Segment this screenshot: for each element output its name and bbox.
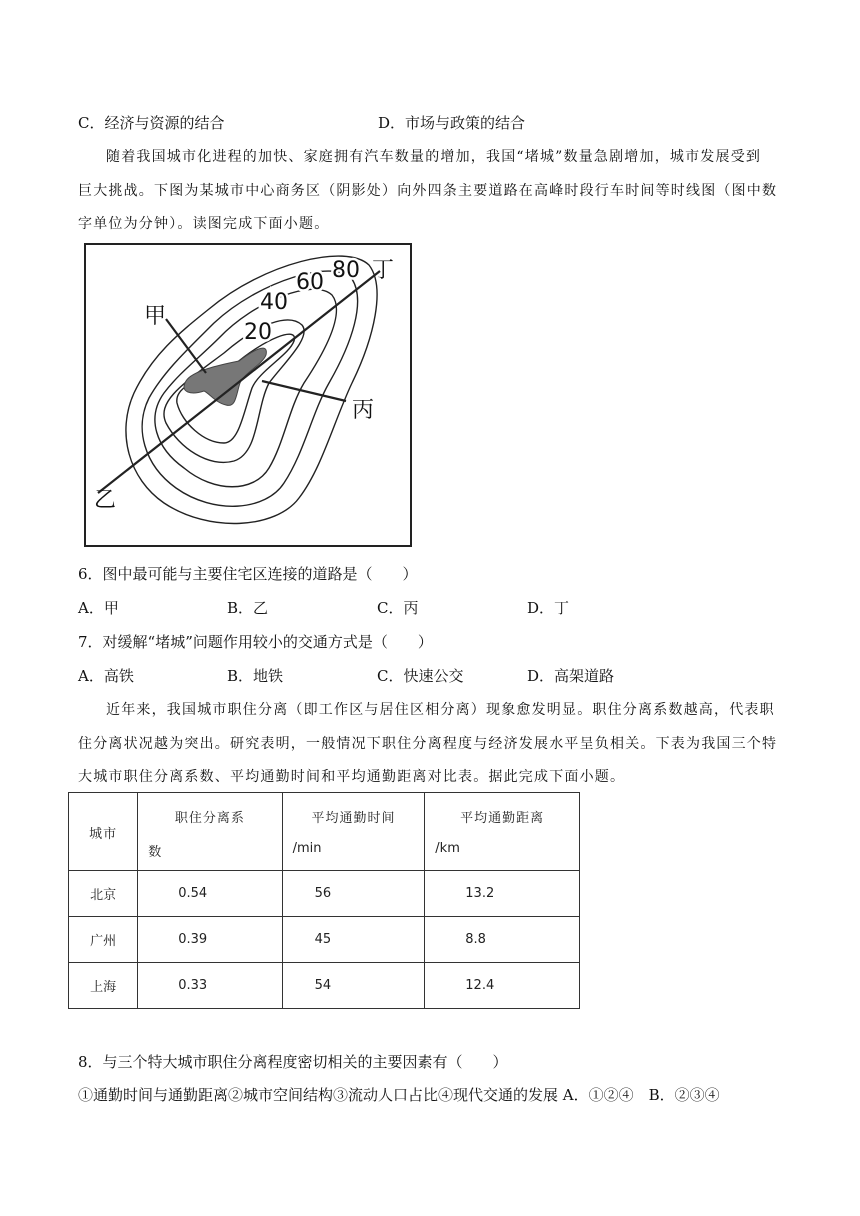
option-d: D．市场与政策的结合 bbox=[378, 114, 526, 132]
passage-1-line-2: 巨大挑战。下图为某城市中心商务区（阴影处）向外四条主要道路在高峰时段行车时间等时线图（图中数 bbox=[78, 183, 778, 199]
q7-option-c: C．快速公交 bbox=[377, 667, 464, 685]
cell-coefficient: 0.39 bbox=[138, 917, 282, 963]
q6-option-a: A．甲 bbox=[78, 599, 119, 617]
cell-coefficient: 0.33 bbox=[138, 963, 282, 1009]
header-commute-time: 平均通勤时间 /min bbox=[282, 793, 425, 871]
passage-2-line-1: 近年来，我国城市职住分离（即工作区与居住区相分离）现象愈发明显。职住分离系数越高，代表职 bbox=[106, 702, 775, 718]
table-header-row bbox=[69, 793, 580, 871]
q7-option-a: A．高铁 bbox=[78, 667, 134, 685]
commute-comparison-table bbox=[68, 792, 580, 1009]
cell-city: 广州 bbox=[69, 917, 138, 963]
passage-2-line-2: 住分离状况越为突出。研究表明，一般情况下职住分离程度与经济发展水平呈负相关。下表为我国三个特 bbox=[78, 736, 778, 752]
contour-label-40: 40 bbox=[260, 290, 288, 315]
cell-coefficient: 0.54 bbox=[138, 871, 282, 917]
cell-commute-time: 45 bbox=[282, 917, 425, 963]
table-row bbox=[69, 871, 580, 917]
road-label-jia: 甲 bbox=[144, 304, 167, 329]
q7-option-d: D．高架道路 bbox=[527, 667, 615, 685]
passage-2-line-3: 大城市职住分离系数、平均通勤时间和平均通勤距离对比表。据此完成下面小题。 bbox=[78, 769, 626, 785]
option-c: C．经济与资源的结合 bbox=[78, 114, 225, 132]
cell-city: 北京 bbox=[69, 871, 138, 917]
q7-option-b: B．地铁 bbox=[227, 667, 284, 685]
header-coefficient: 职住分离系 数 bbox=[138, 793, 282, 871]
cell-commute-distance: 8.8 bbox=[425, 917, 580, 963]
q7-stem: 7．对缓解“堵城”问题作用较小的交通方式是（ ） bbox=[78, 633, 433, 651]
header-commute-distance: 平均通勤距离 /km bbox=[425, 793, 580, 871]
road-label-yi: 乙 bbox=[94, 488, 117, 513]
cell-commute-distance: 13.2 bbox=[425, 871, 580, 917]
q6-stem: 6．图中最可能与主要住宅区连接的道路是（ ） bbox=[78, 565, 418, 583]
cell-city: 上海 bbox=[69, 963, 138, 1009]
q8-line-2: ①通勤时间与通勤距离②城市空间结构③流动人口占比④现代交通的发展 A．①②④ B．②③④ bbox=[78, 1086, 720, 1104]
isochrone-map bbox=[84, 243, 412, 547]
road-label-bing: 丙 bbox=[352, 398, 375, 423]
contour-label-80: 80 bbox=[332, 258, 360, 283]
header-city: 城市 bbox=[69, 793, 138, 871]
q6-option-d: D．丁 bbox=[527, 599, 570, 617]
map-frame bbox=[85, 244, 411, 546]
contour-label-60: 60 bbox=[296, 270, 324, 295]
contour-label-20: 20 bbox=[244, 320, 272, 345]
cell-commute-distance: 12.4 bbox=[425, 963, 580, 1009]
passage-1-line-3: 字单位为分钟）。读图完成下面小题。 bbox=[78, 216, 330, 232]
road-label-ding: 丁 bbox=[372, 258, 395, 283]
cell-commute-time: 54 bbox=[282, 963, 425, 1009]
q8-stem: 8．与三个特大城市职住分离程度密切相关的主要因素有（ ） bbox=[78, 1053, 508, 1071]
table-row bbox=[69, 917, 580, 963]
q6-option-c: C．丙 bbox=[377, 599, 419, 617]
q6-option-b: B．乙 bbox=[227, 599, 269, 617]
table-row bbox=[69, 963, 580, 1009]
passage-1-line-1: 随着我国城市化进程的加快、家庭拥有汽车数量的增加，我国“堵城”数量急剧增加，城市发展受到 bbox=[106, 149, 762, 165]
cell-commute-time: 56 bbox=[282, 871, 425, 917]
